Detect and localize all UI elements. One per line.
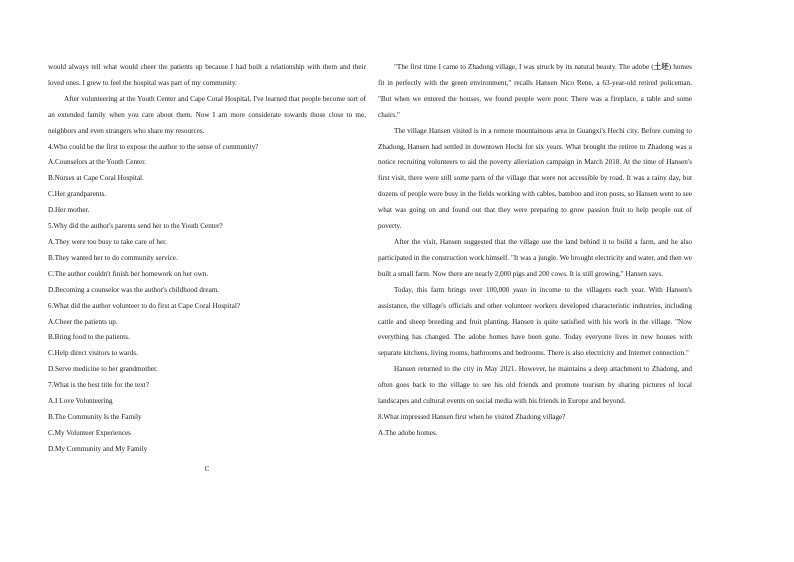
q6-option-b: B.Bring food to the patients. bbox=[48, 333, 130, 342]
q6-option-d: D.Serve medicine to her grandmother. bbox=[48, 365, 158, 374]
question-5: 5.Why did the author's parents send her to the Youth Center? bbox=[48, 222, 223, 231]
adobe-gloss: 土坯 bbox=[653, 63, 669, 71]
question-8: 8.What impressed Hansen first when he visited Zhadong village? bbox=[378, 412, 566, 421]
question-4: 4.Who could be the first to expose the author to the sense of community? bbox=[48, 142, 259, 151]
p1-text-before: "The first time I came to Zhadong village, I was struck by its natural beauty. The adobe ( bbox=[394, 63, 654, 71]
left-column bbox=[48, 60, 366, 478]
q5-option-c: C.The author couldn't finish her homework on her own. bbox=[48, 269, 209, 278]
left-paragraph-1: would always tell what would cheer the patients up because I had built a relationship with them and their loved ones. I grew to feel the hospital was part of my community. bbox=[48, 63, 366, 87]
right-paragraph-5: Hansen returned to the city in May 2021. However, he maintains a deep attachment to Zhadong, and often goes back to the village to see his old friends and promote tourism by sharing pictures of local landscapes and cultural events on social media with his friends in Europe and beyond. bbox=[378, 365, 692, 406]
p4-text-after: in income to the villagers each year. With Hansen's assistance, the village's officials and other volunteer workers developed characteristic industries, including cattle and sheep breeding and fruit planting. Hansen is quite satisfied with his work in the village. "Now everything has changed. The adobe homes have been gone. Today everyone lives in new houses with separate kitchens, living rooms, bathrooms and bedrooms. There is also electricity and Internet connection." bbox=[378, 285, 692, 358]
q4-option-b: B.Nurses at Cape Coral Hospital. bbox=[48, 174, 144, 183]
q5-option-b: B.They wanted her to do community service. bbox=[48, 253, 178, 262]
q8-option-a: A.The adobe homes. bbox=[378, 428, 438, 437]
q5-option-d: D.Becoming a counselor was the author's childhood dream. bbox=[48, 285, 220, 294]
q7-option-c: C.My Volunteer Experiences bbox=[48, 428, 131, 437]
right-paragraph-3: After the visit, Hansen suggested that the village use the land behind it to build a farm, and he also participated in the construction work himself. "It was a jungle. We brought electricity and water, and then we built a small farm. Now there are nearly 2,000 pigs and 200 cows. It is still growing," Hansen says. bbox=[378, 237, 692, 278]
q6-option-c: C.Help direct visitors to wards. bbox=[48, 349, 138, 358]
p1-text-after: ) homes fit in perfectly with the green environment," recalls Hansen Nico Rene, a 63-year-old retired policeman. "But when we entered the houses, we found people were poor. There was a fireplace, a table and some chairs." bbox=[378, 63, 692, 119]
q4-option-d: D.Her mother. bbox=[48, 206, 90, 215]
section-letter: C bbox=[204, 464, 210, 473]
q4-option-c: C.Her grandparents. bbox=[48, 190, 107, 199]
right-paragraph-4 bbox=[378, 283, 692, 363]
q7-option-a: A.I Love Volunteering bbox=[48, 397, 113, 406]
right-column bbox=[378, 60, 692, 442]
q4-option-a: A.Counselors at the Youth Center. bbox=[48, 158, 147, 167]
q7-option-d: D.My Community and My Family bbox=[48, 444, 148, 453]
question-7: 7.What is the best title for the text? bbox=[48, 381, 149, 390]
right-paragraph-2: The village Hansen visited is in a remote mountainous area in Guangxi's Hechi city. Before coming to Zhadong, Hansen had settled in downtown Hechi for six years. What brought the retiree to Zhadong was a notice recruiting volunteers to aid the poverty alleviation campaign in March 2018. At the time of Hansen's first visit, there were still some parts of the village that were not accessible by road. It was a rainy day, but dozens of people were busy in the fields working with cables, bamboo and iron posts, so Hansen went to see what was going on and found out that they were preparing to grow passion fruit to help people out of poverty. bbox=[378, 126, 692, 231]
left-paragraph-2: After volunteering at the Youth Center and Cape Coral Hospital, I've learned that people become sort of an extended family when you care about them. Now I am more considerate towards those close to me, neighbors and even strangers who share my resources. bbox=[48, 94, 366, 135]
question-6: 6.What did the author volunteer to do first at Cape Coral Hospital? bbox=[48, 301, 241, 310]
q6-option-a: A.Cheer the patients up. bbox=[48, 317, 118, 326]
q5-option-a: A.They were too busy to take care of her. bbox=[48, 237, 167, 246]
q7-option-b: B.The Community Is the Family bbox=[48, 412, 142, 421]
right-paragraph-1 bbox=[378, 60, 692, 124]
p4-text-before: Today, this farm brings over 100,000 bbox=[394, 285, 513, 294]
yuan-word: yuan bbox=[512, 285, 527, 294]
